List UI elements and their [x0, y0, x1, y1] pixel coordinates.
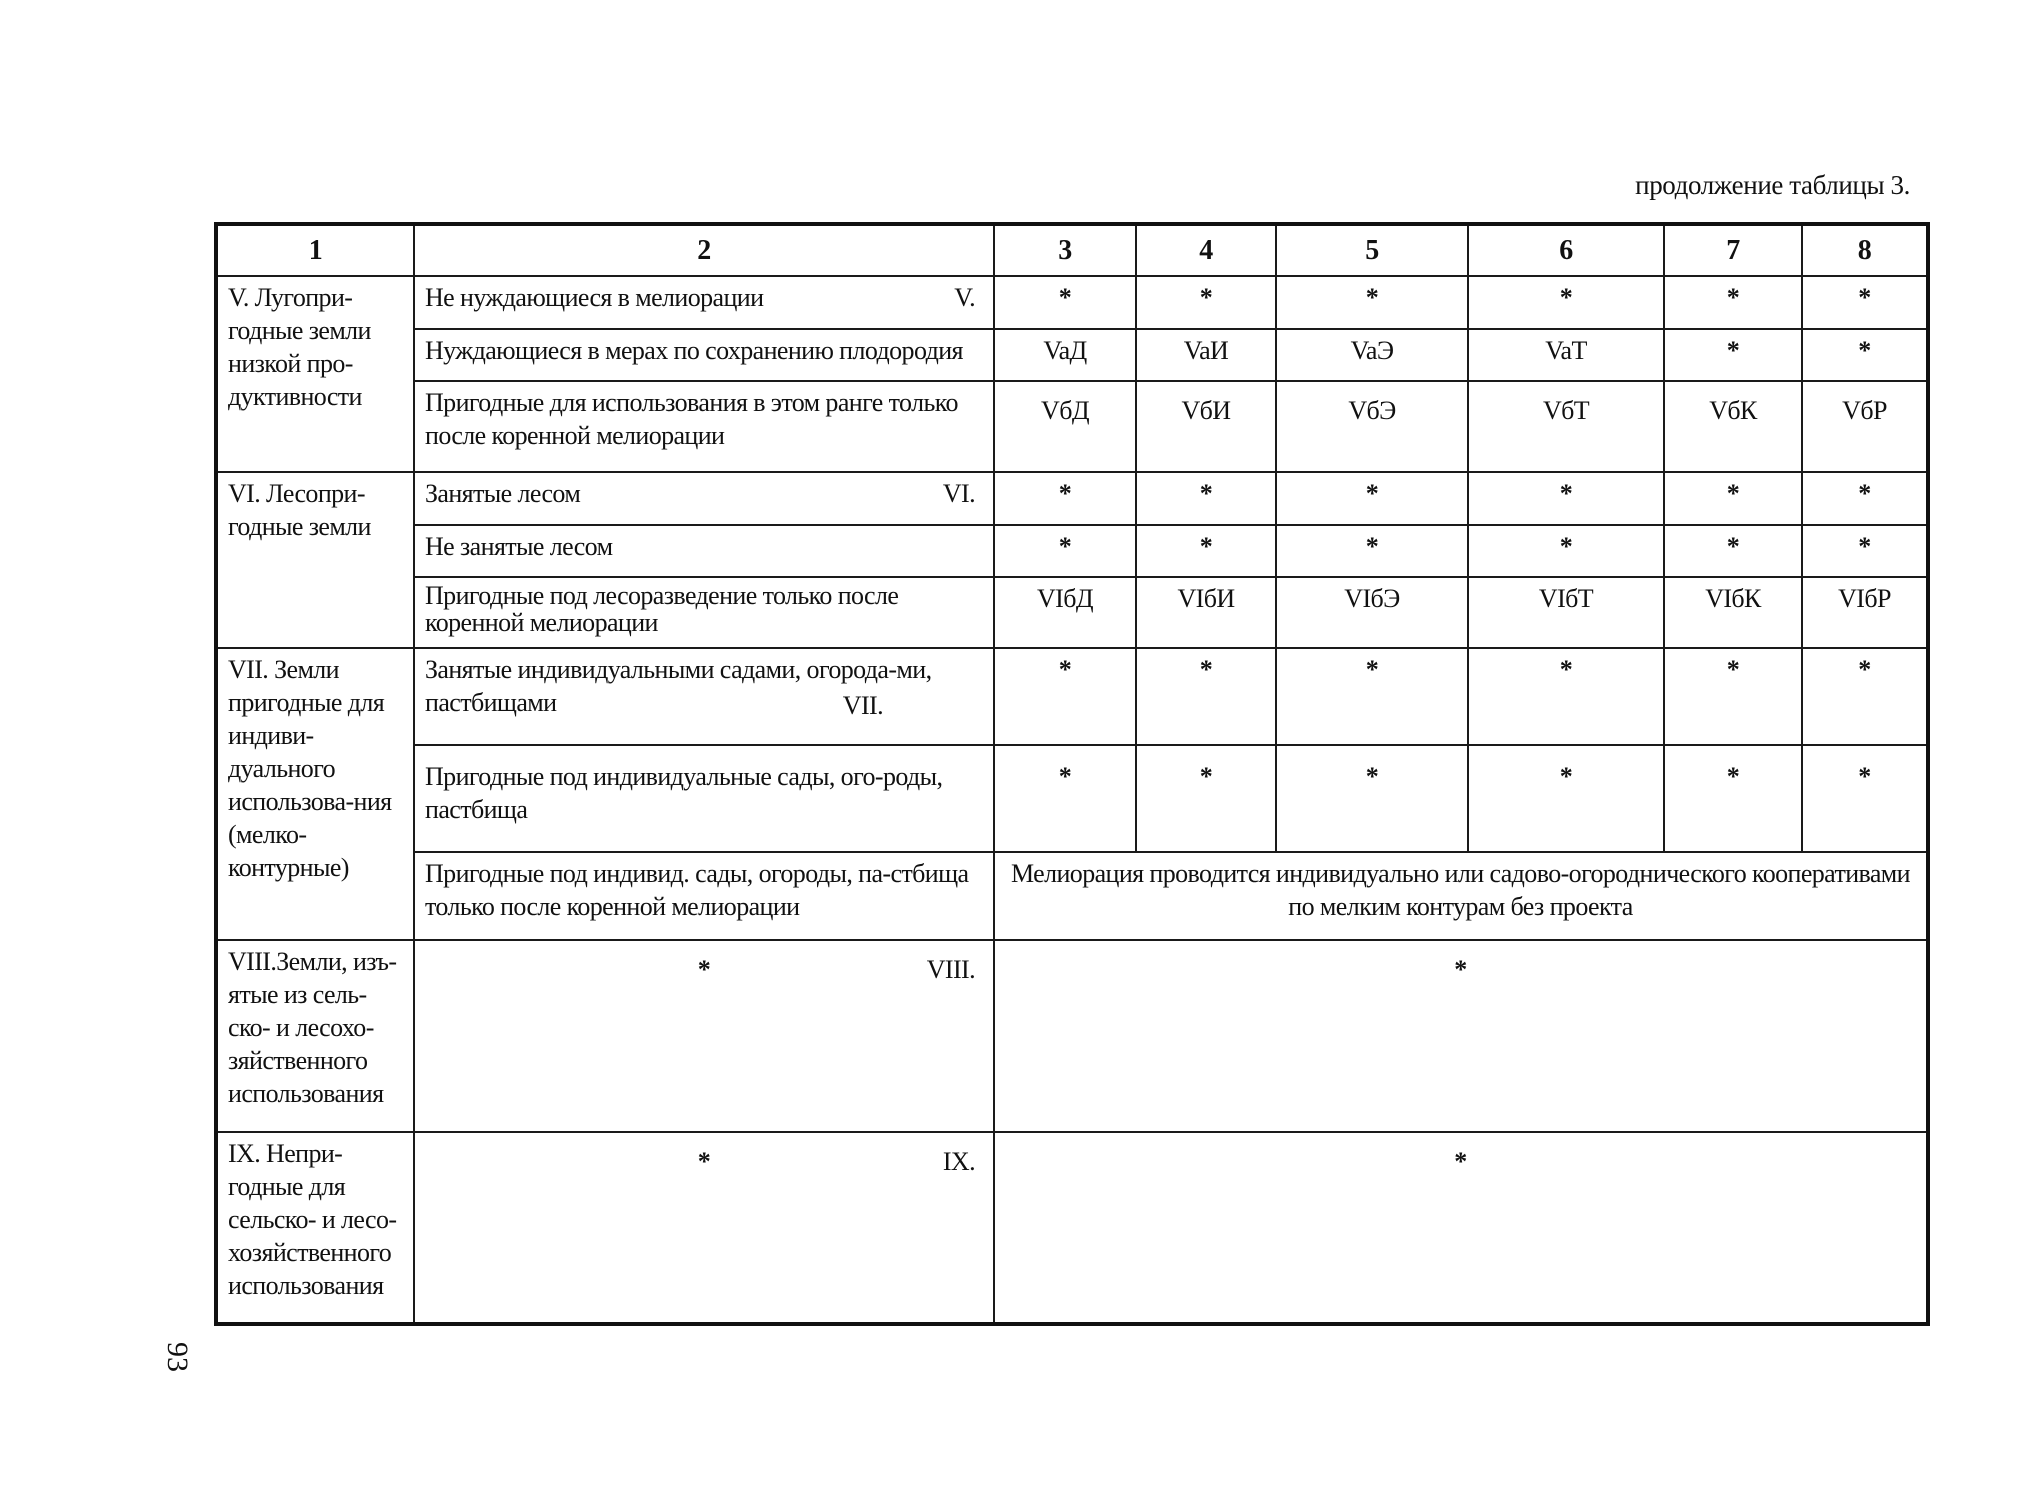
description-cell: Пригодные под лесоразведение только после коренной мелиорации [414, 577, 994, 648]
value-cell: VaД [994, 329, 1136, 381]
value-cell: * [994, 472, 1136, 524]
column-header: 4 [1136, 224, 1276, 276]
class-mark: IX. [942, 1147, 975, 1177]
value-cell: VIбД [994, 577, 1136, 648]
value-cell: * [1802, 745, 1928, 852]
value-cell: * [1664, 648, 1802, 745]
value-cell: * [1802, 648, 1928, 745]
table-row [216, 577, 1928, 648]
column-header: 5 [1276, 224, 1468, 276]
value-cell: VIбЭ [1276, 577, 1468, 648]
value-cell: * [1802, 329, 1928, 381]
value-star: * [1454, 955, 1467, 985]
value-cell: * [994, 276, 1136, 328]
value-cell: VбД [994, 381, 1136, 472]
melioration-note: Мелиорация проводится индивидуально или садово-огороднического кооперативами по мелким контурам без проекта [994, 852, 1928, 941]
value-cell: VaЭ [1276, 329, 1468, 381]
value-cell: * [1468, 276, 1664, 328]
value-cell: VбЭ [1276, 381, 1468, 472]
value-cell: * [1468, 648, 1664, 745]
value-cell: * [697, 955, 711, 985]
value-cell: * [1136, 472, 1276, 524]
value-cell: * [1276, 276, 1468, 328]
value-cell: VIбТ [1468, 577, 1664, 648]
table-row [216, 276, 1928, 328]
class-mark: VIII. [926, 955, 975, 985]
value-cell: * [1802, 472, 1928, 524]
value-cell: VIбИ [1136, 577, 1276, 648]
table-row [216, 472, 1928, 524]
class-mark: VI. [942, 479, 975, 509]
value-cell: VaT [1468, 329, 1664, 381]
value-star: * [1454, 1147, 1467, 1177]
value-cell [994, 940, 1928, 1132]
table-row [216, 745, 1928, 852]
column-header: 2 [414, 224, 994, 276]
table-row [216, 852, 1928, 941]
class-mark: V. [954, 283, 975, 313]
value-cell: * [1664, 745, 1802, 852]
column-header: 7 [1664, 224, 1802, 276]
value-cell: VбР [1802, 381, 1928, 472]
description-cell: Занятые индивидуальными садами, огорода-ми, пастбищами VII. [414, 648, 994, 745]
value-cell: VIбК [1664, 577, 1802, 648]
value-cell: * [1664, 472, 1802, 524]
table-row [216, 381, 1928, 472]
value-cell: * [1136, 745, 1276, 852]
value-cell: VбК [1664, 381, 1802, 472]
value-cell: * [1664, 276, 1802, 328]
value-cell: * [994, 648, 1136, 745]
value-cell: VбИ [1136, 381, 1276, 472]
value-cell: * [1468, 472, 1664, 524]
value-cell: * [1276, 745, 1468, 852]
table-row [216, 525, 1928, 577]
description-cell: Пригодные для использования в этом ранге только после коренной мелиорации [414, 381, 994, 472]
description-cell: Занятые лесом VI. [414, 472, 994, 524]
value-cell: * [1136, 276, 1276, 328]
value-cell: * [697, 1147, 711, 1177]
value-cell: * [1276, 525, 1468, 577]
column-header: 6 [1468, 224, 1664, 276]
description-cell [414, 940, 994, 1132]
category-cell: VIII.Земли, изъ-ятые из сель-ско- и лесохо-зяйственного использования [216, 940, 414, 1132]
category-cell: VI. Лесопри-годные земли [216, 472, 414, 648]
value-cell: VIбР [1802, 577, 1928, 648]
class-mark: VII. [842, 690, 883, 720]
value-cell: * [1664, 525, 1802, 577]
table-row [216, 648, 1928, 745]
value-cell: * [1664, 329, 1802, 381]
value-cell: * [1802, 276, 1928, 328]
table-caption: продолжение таблицы 3. [1635, 170, 1910, 200]
column-header: 1 [216, 224, 414, 276]
table-row [216, 940, 1928, 1132]
table-row [216, 1132, 1928, 1324]
description-cell: Не занятые лесом [414, 525, 994, 577]
description-cell: Пригодные под индивидуальные сады, ого-роды, пастбища [414, 745, 994, 852]
description-cell: Не нуждающиеся в мелиорации V. [414, 276, 994, 328]
column-header: 3 [994, 224, 1136, 276]
page-number: 93 [161, 1342, 194, 1372]
value-cell: * [1802, 525, 1928, 577]
value-cell: * [1276, 472, 1468, 524]
value-cell: VaИ [1136, 329, 1276, 381]
category-cell: V. Лугопри-годные земли низкой про-дуктивности [216, 276, 414, 472]
value-cell: * [994, 745, 1136, 852]
description-cell: Пригодные под индивид. сады, огороды, па-стбища только после коренной мелиорации [414, 852, 994, 941]
category-cell: VII. Земли пригодные для индиви-дуального использова-ния (мелко-контурные) [216, 648, 414, 941]
header-row [216, 224, 1928, 276]
value-cell: * [1468, 525, 1664, 577]
land-classification-table [214, 222, 1930, 1326]
category-cell: IX. Непри-годные для сельско- и лесо-хозяйственного использования [216, 1132, 414, 1324]
value-cell: * [1276, 648, 1468, 745]
description-cell [414, 1132, 994, 1324]
value-cell: VбТ [1468, 381, 1664, 472]
value-cell: * [1136, 648, 1276, 745]
value-cell: * [1468, 745, 1664, 852]
column-header: 8 [1802, 224, 1928, 276]
value-cell: * [1136, 525, 1276, 577]
table-row [216, 329, 1928, 381]
value-cell: * [994, 525, 1136, 577]
value-cell [994, 1132, 1928, 1324]
description-cell: Нуждающиеся в мерах по сохранению плодородия [414, 329, 994, 381]
